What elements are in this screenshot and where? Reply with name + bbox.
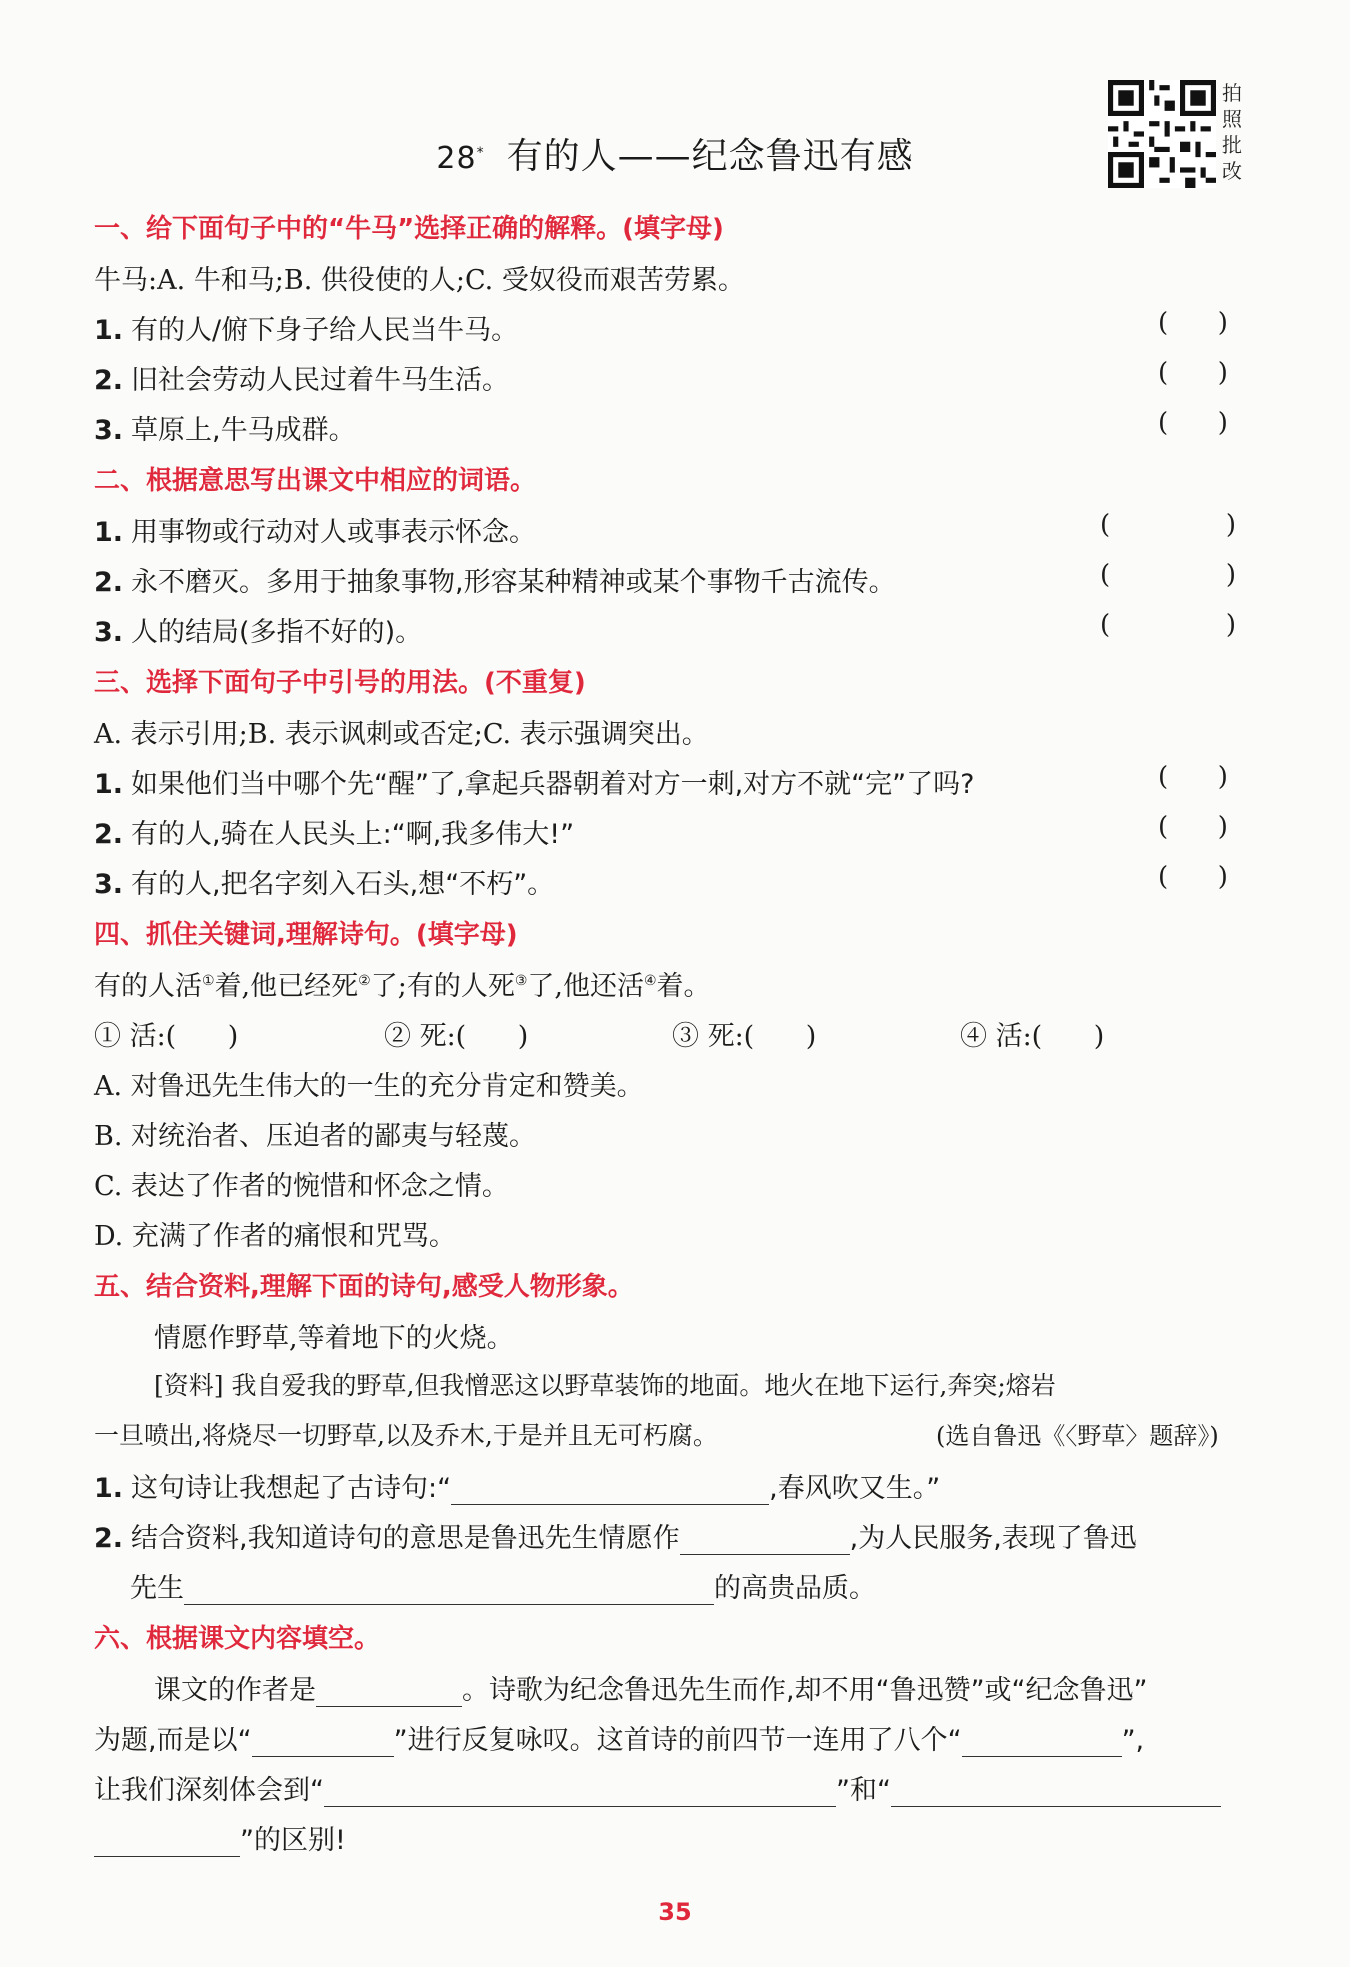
s5-q1-blank[interactable] <box>451 1476 769 1505</box>
section-1-heading: 一、给下面句子中的“牛马”选择正确的解释。(填字母) <box>94 214 724 244</box>
s4-blank-1[interactable]: ① 活:( ) <box>94 1021 239 1052</box>
page-title: 28* 有的人——纪念鲁迅有感 <box>436 136 914 177</box>
s6-line-2: 为题,而是以“ ”进行反复咏叹。这首诗的前四节一连用了八个“ ”, <box>94 1725 1145 1756</box>
section-3-heading: 三、选择下面句子中引号的用法。(不重复) <box>94 668 586 698</box>
page-number: 35 <box>658 1898 692 1926</box>
s4-choice-b: B. 对统治者、压迫者的鄙夷与轻蔑。 <box>94 1121 537 1152</box>
s3-answer-2[interactable]: ( ) <box>1158 812 1228 842</box>
s5-q2-blank-1[interactable] <box>680 1526 850 1555</box>
s2-question-3: 3. 人的结局(多指不好的)。 <box>94 617 423 648</box>
s6-blank-5[interactable] <box>891 1778 1221 1807</box>
s3-answer-1[interactable]: ( ) <box>1158 762 1228 792</box>
s1-answer-3[interactable]: ( ) <box>1158 408 1228 438</box>
s2-answer-3[interactable]: ( ) <box>1100 610 1236 640</box>
s4-choice-a: A. 对鲁迅先生伟大的一生的充分肯定和赞美。 <box>94 1071 644 1102</box>
s5-material-line-2: 一旦喷出,将烧尽一切野草,以及乔木,于是并且无可朽腐。 <box>94 1421 718 1450</box>
s2-question-1: 1. 用事物或行动对人或事表示怀念。 <box>94 517 537 548</box>
s4-choice-d: D. 充满了作者的痛恨和咒骂。 <box>94 1221 456 1252</box>
section-4-poem: 有的人活①着,他已经死②了;有的人死③了,他还活④着。 <box>94 971 711 1002</box>
s1-question-1: 1. 有的人/俯下身子给人民当牛马。 <box>94 315 519 346</box>
s6-blank-6[interactable] <box>94 1828 240 1857</box>
section-4-heading: 四、抓住关键词,理解诗句。(填字母) <box>94 920 518 950</box>
section-2-heading: 二、根据意思写出课文中相应的词语。 <box>94 466 537 496</box>
s5-question-1: 1. 这句诗让我想起了古诗句:“ ,春风吹又生。” <box>94 1473 941 1504</box>
qr-code-icon[interactable] <box>1108 80 1216 188</box>
s5-verse: 情愿作野草,等着地下的火烧。 <box>154 1323 514 1354</box>
s5-question-2: 2. 结合资料,我知道诗句的意思是鲁迅先生情愿作 ,为人民服务,表现了鲁迅 <box>94 1523 1137 1554</box>
s5-question-2-cont: 先生 的高贵品质。 <box>130 1573 876 1604</box>
section-6-heading: 六、根据课文内容填空。 <box>94 1624 381 1654</box>
s5-q2-blank-2[interactable] <box>184 1576 714 1605</box>
s2-answer-2[interactable]: ( ) <box>1100 560 1236 590</box>
s2-question-2: 2. 永不磨灭。多用于抽象事物,形容某种精神或某个事物千古流传。 <box>94 567 896 598</box>
s2-answer-1[interactable]: ( ) <box>1100 510 1236 540</box>
s1-question-2: 2. 旧社会劳动人民过着牛马生活。 <box>94 365 510 396</box>
s5-material-line-1: [资料] 我自爱我的野草,但我憎恶这以野草装饰的地面。地火在地下运行,奔突;熔岩 <box>154 1371 1056 1400</box>
s1-answer-2[interactable]: ( ) <box>1158 358 1228 388</box>
s3-question-1: 1. 如果他们当中哪个先“醒”了,拿起兵器朝着对方一刺,对方不就“完”了吗? <box>94 769 975 800</box>
s1-question-3: 3. 草原上,牛马成群。 <box>94 415 356 446</box>
s6-blank-3[interactable] <box>962 1728 1122 1757</box>
section-3-options: A. 表示引用;B. 表示讽刺或否定;C. 表示强调突出。 <box>94 719 709 750</box>
s1-answer-1[interactable]: ( ) <box>1158 308 1228 338</box>
s6-blank-2[interactable] <box>252 1728 394 1757</box>
section-5-heading: 五、结合资料,理解下面的诗句,感受人物形象。 <box>94 1272 634 1302</box>
s4-choice-c: C. 表达了作者的惋惜和怀念之情。 <box>94 1171 509 1202</box>
s3-answer-3[interactable]: ( ) <box>1158 862 1228 892</box>
s6-blank-4[interactable] <box>324 1778 836 1807</box>
qr-label: 拍照批改 <box>1222 81 1242 183</box>
s3-question-3: 3. 有的人,把名字刻入石头,想“不朽”。 <box>94 869 555 900</box>
section-1-options: 牛马:A. 牛和马;B. 供役使的人;C. 受奴役而艰苦劳累。 <box>94 265 745 296</box>
s4-blank-2[interactable]: ② 死:( ) <box>384 1021 529 1052</box>
lesson-number: 28* <box>436 141 485 176</box>
s6-blank-author[interactable] <box>316 1678 462 1707</box>
s4-blank-4[interactable]: ④ 活:( ) <box>960 1021 1105 1052</box>
s6-line-1: 课文的作者是 。诗歌为纪念鲁迅先生而作,却不用“鲁迅赞”或“纪念鲁迅” <box>154 1675 1148 1706</box>
s3-question-2: 2. 有的人,骑在人民头上:“啊,我多伟大!” <box>94 819 575 850</box>
s6-line-3: 让我们深刻体会到“ ”和“ <box>94 1768 1221 1807</box>
s4-blank-3[interactable]: ③ 死:( ) <box>672 1021 817 1052</box>
s5-source: (选自鲁迅《〈野草〉题辞》) <box>936 1422 1219 1450</box>
s6-line-4: ”的区别! <box>94 1818 346 1857</box>
